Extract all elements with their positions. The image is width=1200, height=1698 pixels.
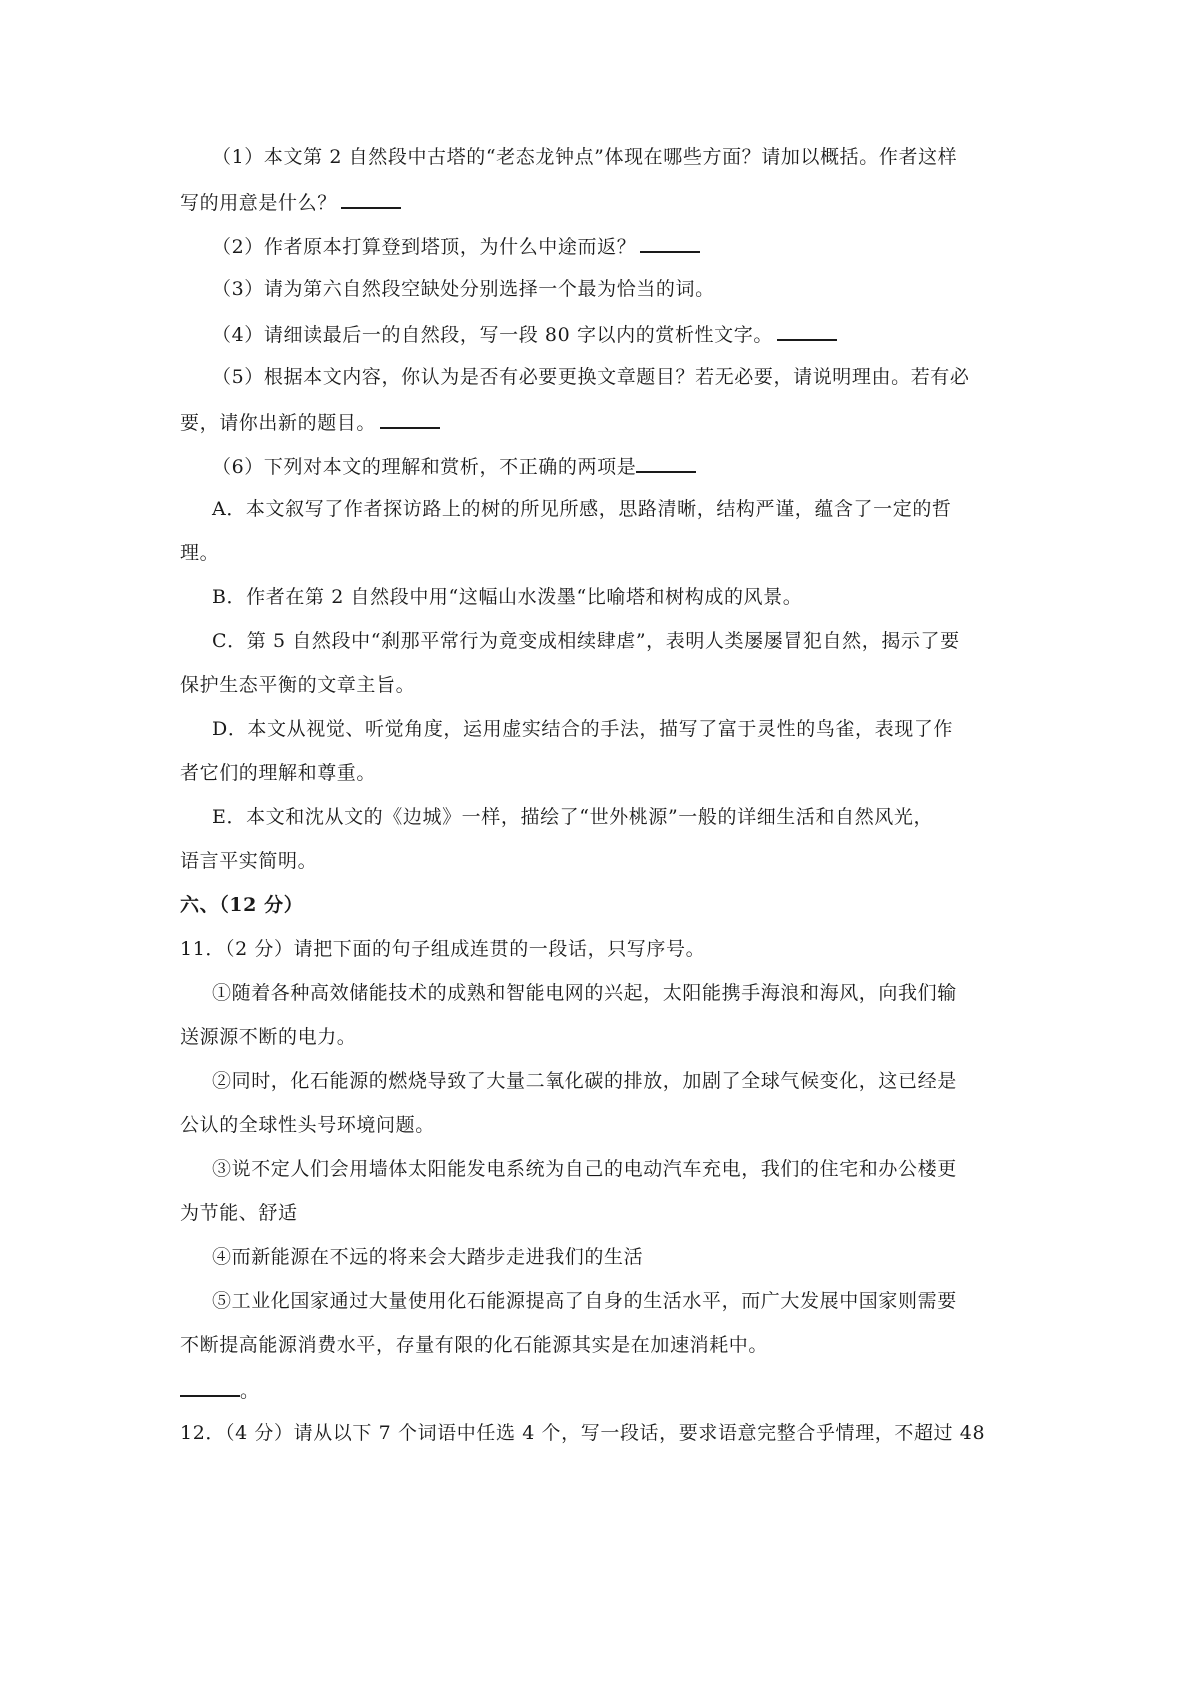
option-d-line-1: D．本文从视觉、听觉角度，运用虚实结合的手法，描写了富于灵性的鸟雀，表现了作 [212, 718, 954, 740]
option-e-line-2: 语言平实简明。 [180, 850, 318, 872]
option-d-line-2: 者它们的理解和尊重。 [180, 762, 377, 784]
sentence-3-line-2: 为节能、舒适 [180, 1202, 298, 1224]
sub-question-1-text: 写的用意是什么？ [180, 192, 337, 214]
sub-question-6 [212, 453, 696, 479]
answer-blank[interactable] [380, 409, 440, 429]
option-a-line-1: A．本文叙写了作者探访路上的树的所见所感，思路清晰，结构严谨，蕴含了一定的哲 [212, 498, 952, 520]
sentence-5-line-2: 不断提高能源消费水平，存量有限的化石能源其实是在加速消耗中。 [180, 1334, 769, 1356]
sub-question-1-line-1: （1）本文第 2 自然段中古塔的“老态龙钟点”体现在哪些方面？请加以概括。作者这样 [212, 146, 958, 168]
option-c-line-1: C．第 5 自然段中“刹那平常行为竟变成相续肆虐”，表明人类屡屡冒犯自然，揭示了要 [212, 630, 960, 652]
option-b: B．作者在第 2 自然段中用“这幅山水泼墨“比喻塔和树构成的风景。 [212, 586, 803, 608]
sub-question-2-text: （2）作者原本打算登到塔顶，为什么中途而返？ [212, 236, 637, 258]
answer-blank[interactable] [636, 453, 696, 473]
sentence-5-line-1: ⑤工业化国家通过大量使用化石能源提高了自身的生活水平，而广大发展中国家则需要 [212, 1290, 957, 1312]
section-6-heading: 六、（12 分） [180, 894, 304, 916]
sub-question-5-line-2 [180, 409, 440, 435]
sub-question-6-text: （6）下列对本文的理解和赏析，不正确的两项是 [212, 456, 637, 478]
answer-blank[interactable] [180, 1377, 240, 1397]
sub-question-5-line-1: （5）根据本文内容，你认为是否有必要更换文章题目？若无必要，请说明理由。若有必 [212, 366, 970, 388]
answer-blank[interactable] [640, 233, 700, 253]
sub-question-5-text: 要，请你出新的题目。 [180, 412, 377, 434]
answer-blank[interactable] [777, 321, 837, 341]
sub-question-4 [212, 321, 837, 347]
sentence-2-line-1: ②同时，化石能源的燃烧导致了大量二氧化碳的排放，加剧了全球气候变化，这已经是 [212, 1070, 957, 1092]
question-11-stem: 11．（2 分）请把下面的句子组成连贯的一段话，只写序号。 [180, 938, 706, 960]
sentence-1-line-1: ①随着各种高效储能技术的成熟和智能电网的兴起，太阳能携手海浪和海风，向我们输 [212, 982, 957, 1004]
option-a-line-2: 理。 [180, 542, 220, 564]
question-12-stem: 12．（4 分）请从以下 7 个词语中任选 4 个，写一段话，要求语意完整合乎情理，不超过 48 [180, 1422, 986, 1444]
sub-question-3: （3）请为第六自然段空缺处分别选择一个最为恰当的词。 [212, 278, 715, 300]
option-c-line-2: 保护生态平衡的文章主旨。 [180, 674, 416, 696]
question-11-answer-line [180, 1377, 260, 1403]
sentence-2-line-2: 公认的全球性头号环境问题。 [180, 1114, 435, 1136]
sub-question-4-text: （4）请细读最后一的自然段，写一段 80 字以内的赏析性文字。 [212, 324, 773, 346]
sentence-1-line-2: 送源源不断的电力。 [180, 1026, 357, 1048]
sub-question-1-line-2 [180, 189, 401, 215]
option-e-line-1: E．本文和沈从文的《边城》一样，描绘了“世外桃源”一般的详细生活和自然风光， [212, 806, 934, 828]
sentence-3-line-1: ③说不定人们会用墙体太阳能发电系统为自己的电动汽车充电，我们的住宅和办公楼更 [212, 1158, 957, 1180]
sub-question-2 [212, 233, 700, 259]
answer-blank[interactable] [341, 189, 401, 209]
answer-period: 。 [240, 1380, 260, 1402]
sentence-4: ④而新能源在不远的将来会大踏步走进我们的生活 [212, 1246, 644, 1268]
